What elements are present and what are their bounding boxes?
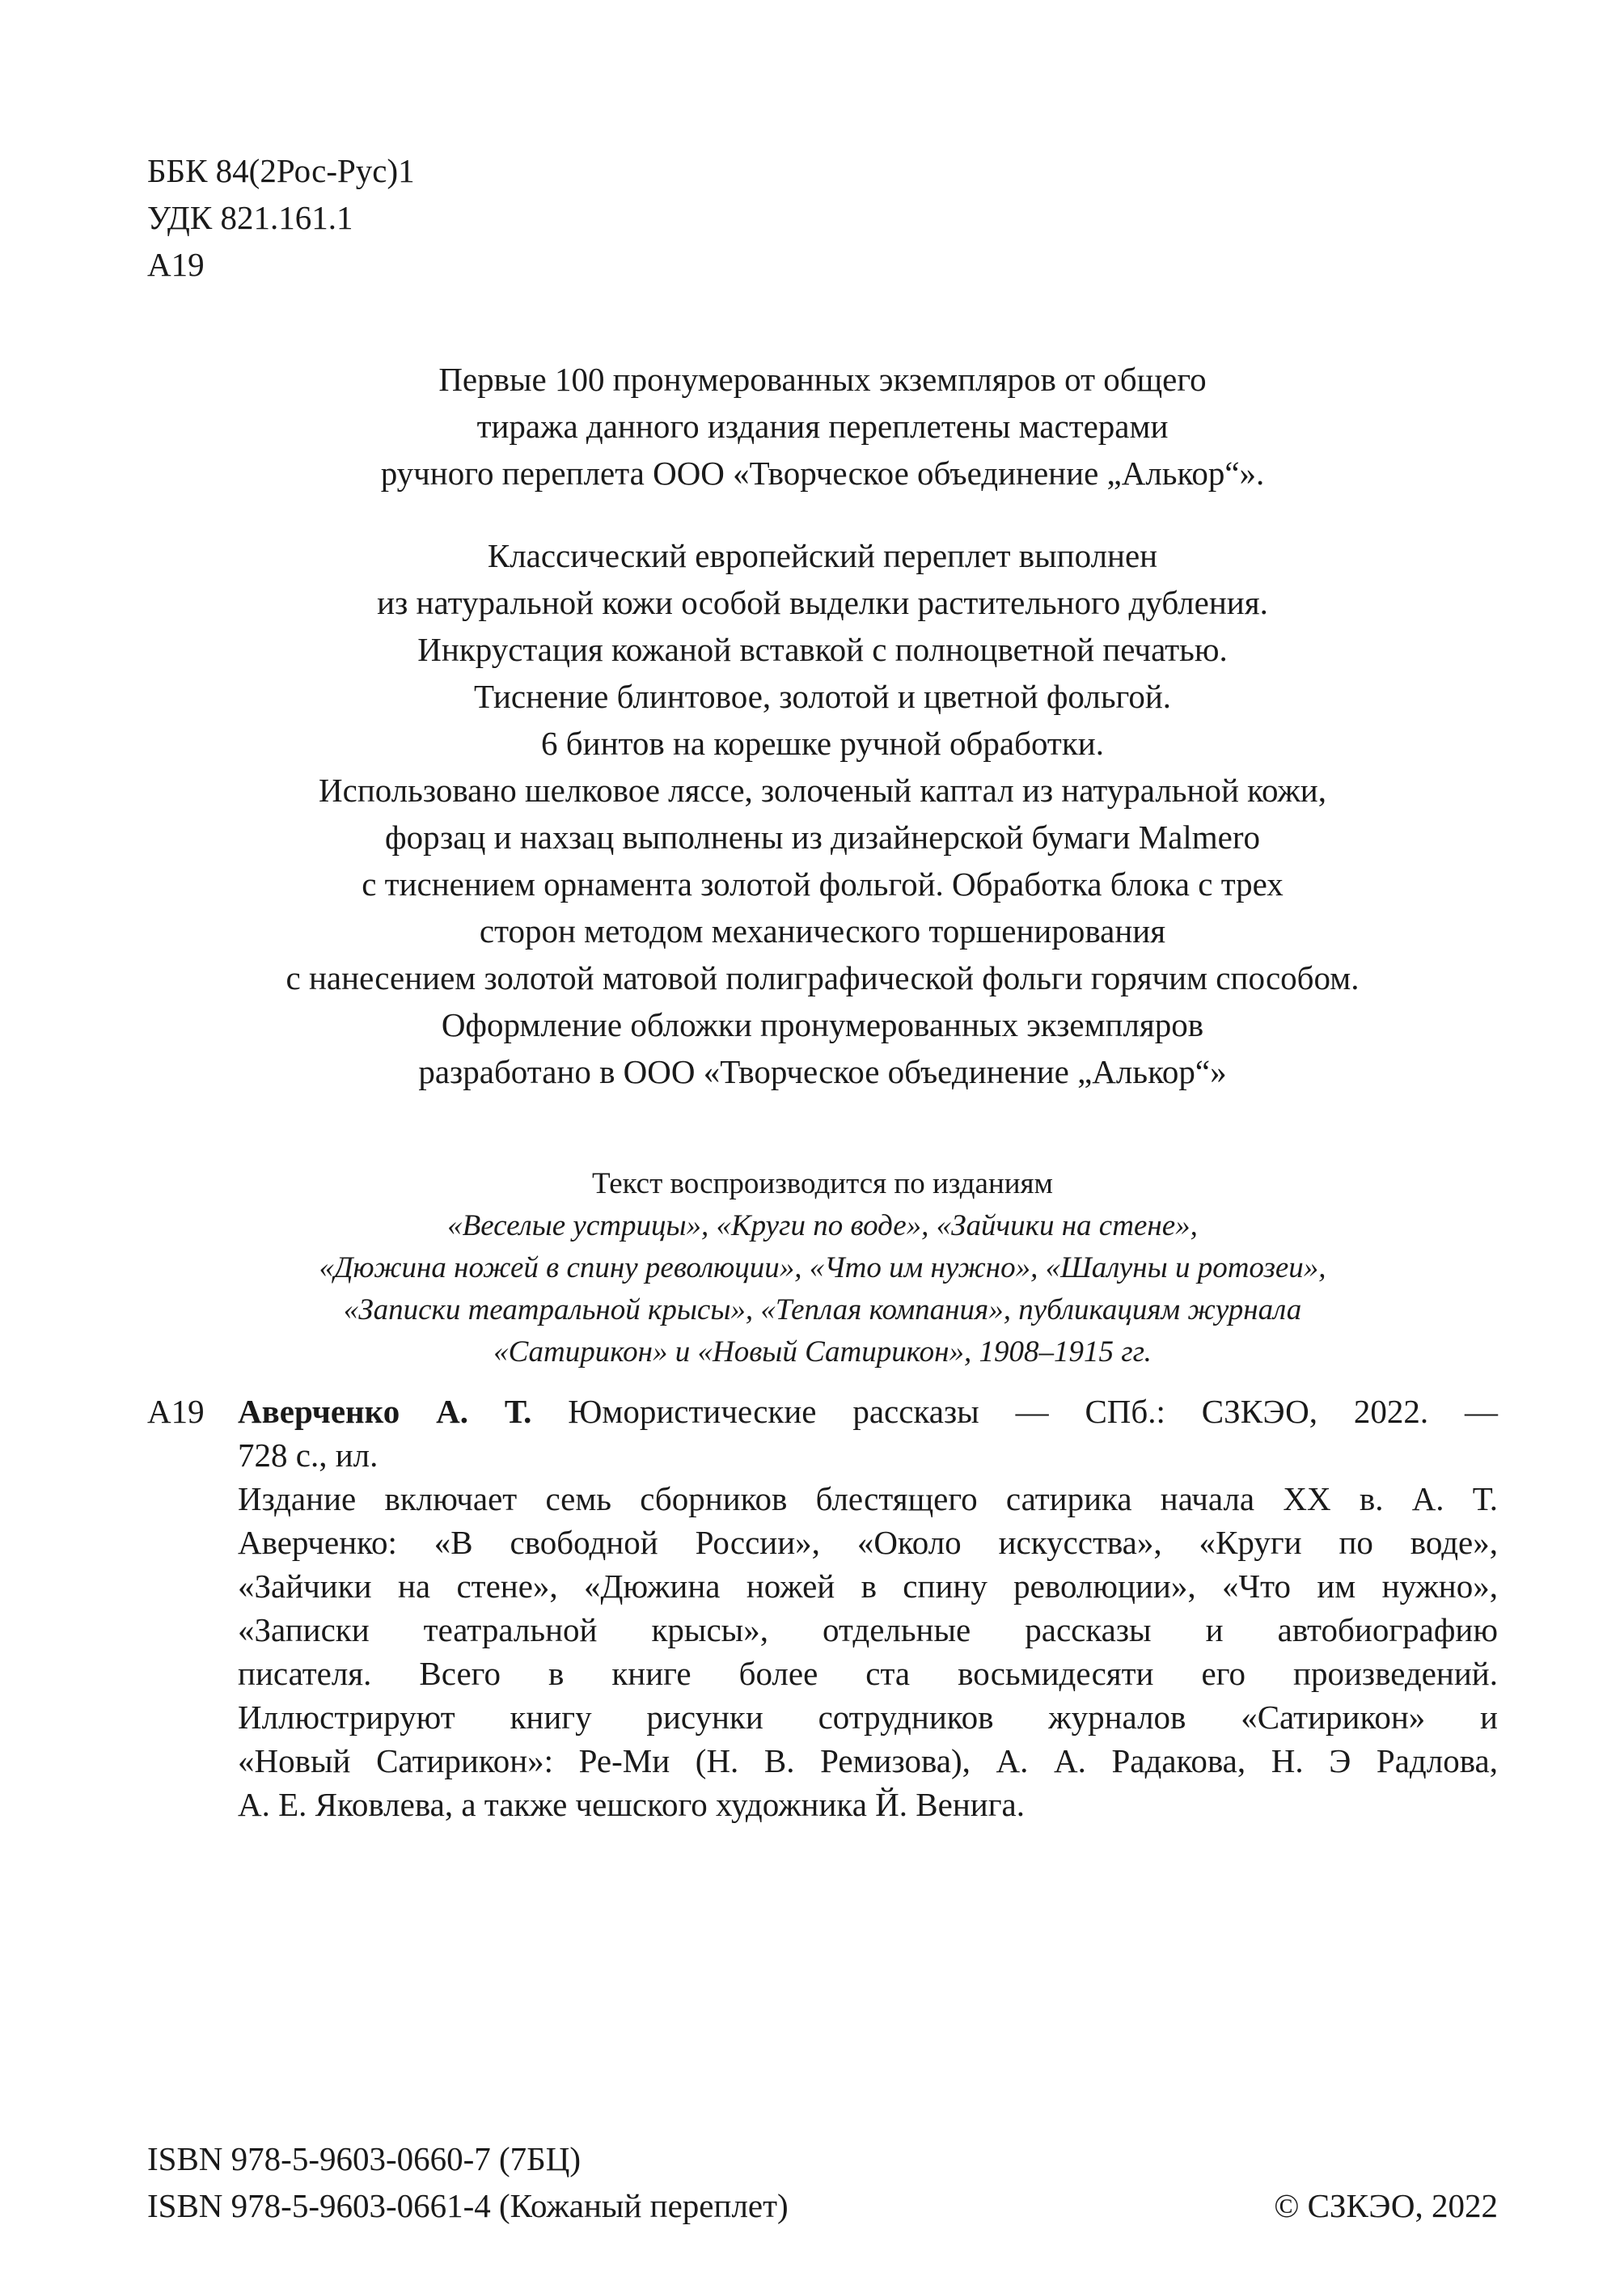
text-line: форзац и нахзац выполнены из дизайнерской бумаги Malmero [385, 819, 1260, 856]
text-line: ручного переплета ООО «Творческое объединение „Алькор“». [380, 455, 1265, 492]
isbn-standard: ISBN 978-5-9603-0660-7 (7БЦ) [147, 2140, 581, 2177]
source-line: «Записки театральной крысы», «Теплая компания», публикациям журнала [343, 1293, 1302, 1326]
record-pages: 728 с., ил. [238, 1436, 379, 1474]
annotation-line: Аверченко: «В свободной России», «Около искусства», «Круги по воде», [238, 1524, 1498, 1561]
text-line: Классический европейский переплет выполнен [487, 537, 1158, 574]
record-code: А19 [147, 1393, 205, 1430]
record-title: Юмористические рассказы — СПб.: СЗКЭО, 2022. — [531, 1393, 1498, 1430]
text-line: с нанесением золотой матовой полиграфической фольги горячим способом. [285, 959, 1360, 996]
annotation-line: Издание включает семь сборников блестящего сатирика начала XX в. А. Т. [238, 1480, 1498, 1517]
text-line: сторон методом механического торшенирования [479, 912, 1166, 950]
copyright-notice: © СЗКЭО, 2022 [1274, 2187, 1498, 2224]
record-author: Аверченко А. Т. [238, 1393, 532, 1430]
text-line: Тиснение блинтовое, золотой и цветной фольгой. [473, 678, 1172, 715]
text-line: из натуральной кожи особой выделки растительного дубления. [377, 584, 1268, 621]
isbn-leather: ISBN 978-5-9603-0661-4 (Кожаный переплет) [147, 2187, 789, 2224]
annotation-line: писателя. Всего в книге более ста восьмидесяти его произведений. [238, 1655, 1498, 1692]
classification-codes [147, 147, 415, 288]
record-title-line [238, 1390, 1498, 1433]
annotation-line: «Записки театральной крысы», отдельные рассказы и автобиографию [238, 1611, 1498, 1648]
source-line: «Дюжина ножей в спину революции», «Что им нужно», «Шалуны и ротозеи», [319, 1251, 1326, 1284]
text-line: с тиснением орнамента золотой фольгой. Обработка блока с трех [362, 865, 1284, 903]
source-editions-note [147, 1163, 1498, 1373]
source-line: «Веселые устрицы», «Круги по воде», «Зайчики на стене», [447, 1209, 1198, 1242]
numbered-edition-note [147, 356, 1498, 497]
author-mark: А19 [147, 246, 205, 283]
isbn-block [147, 2135, 789, 2229]
text-line: тиража данного издания переплетены мастерами [476, 408, 1169, 445]
udk-code: УДК 821.161.1 [147, 199, 353, 236]
annotation-line: А. Е. Яковлева, а также чешского художника Й. Венига. [238, 1786, 1025, 1823]
bbk-code: ББК 84(2Рос-Рус)1 [147, 152, 415, 189]
text-line: Оформление обложки пронумерованных экземпляров [441, 1006, 1204, 1043]
text-line: Использовано шелковое ляссе, золоченый каптал из натуральной кожи, [319, 772, 1326, 809]
annotation-line: «Новый Сатирикон»: Ре-Ми (Н. В. Ремизова), А. А. Радакова, Н. Э Радлова, [238, 1742, 1498, 1779]
text-line: разработано в ООО «Творческое объединение „Алькор“» [418, 1053, 1227, 1090]
source-line: «Сатирикон» и «Новый Сатирикон», 1908–1915 гг. [493, 1335, 1152, 1369]
annotation-line: «Зайчики на стене», «Дюжина ножей в спину революции», «Что им нужно», [238, 1567, 1498, 1605]
record-body [238, 1390, 1498, 1826]
text-line: Инкрустация кожаной вставкой с полноцветной печатью. [417, 631, 1228, 668]
text-line: 6 бинтов на корешке ручной обработки. [541, 725, 1104, 762]
binding-description [147, 532, 1498, 1095]
source-lead: Текст воспроизводится по изданиям [592, 1167, 1053, 1200]
bibliographic-record [147, 1390, 1498, 1826]
annotation-line: Иллюстрируют книгу рисунки сотрудников журналов «Сатирикон» и [238, 1699, 1498, 1736]
text-line: Первые 100 пронумерованных экземпляров от общего [438, 361, 1207, 398]
